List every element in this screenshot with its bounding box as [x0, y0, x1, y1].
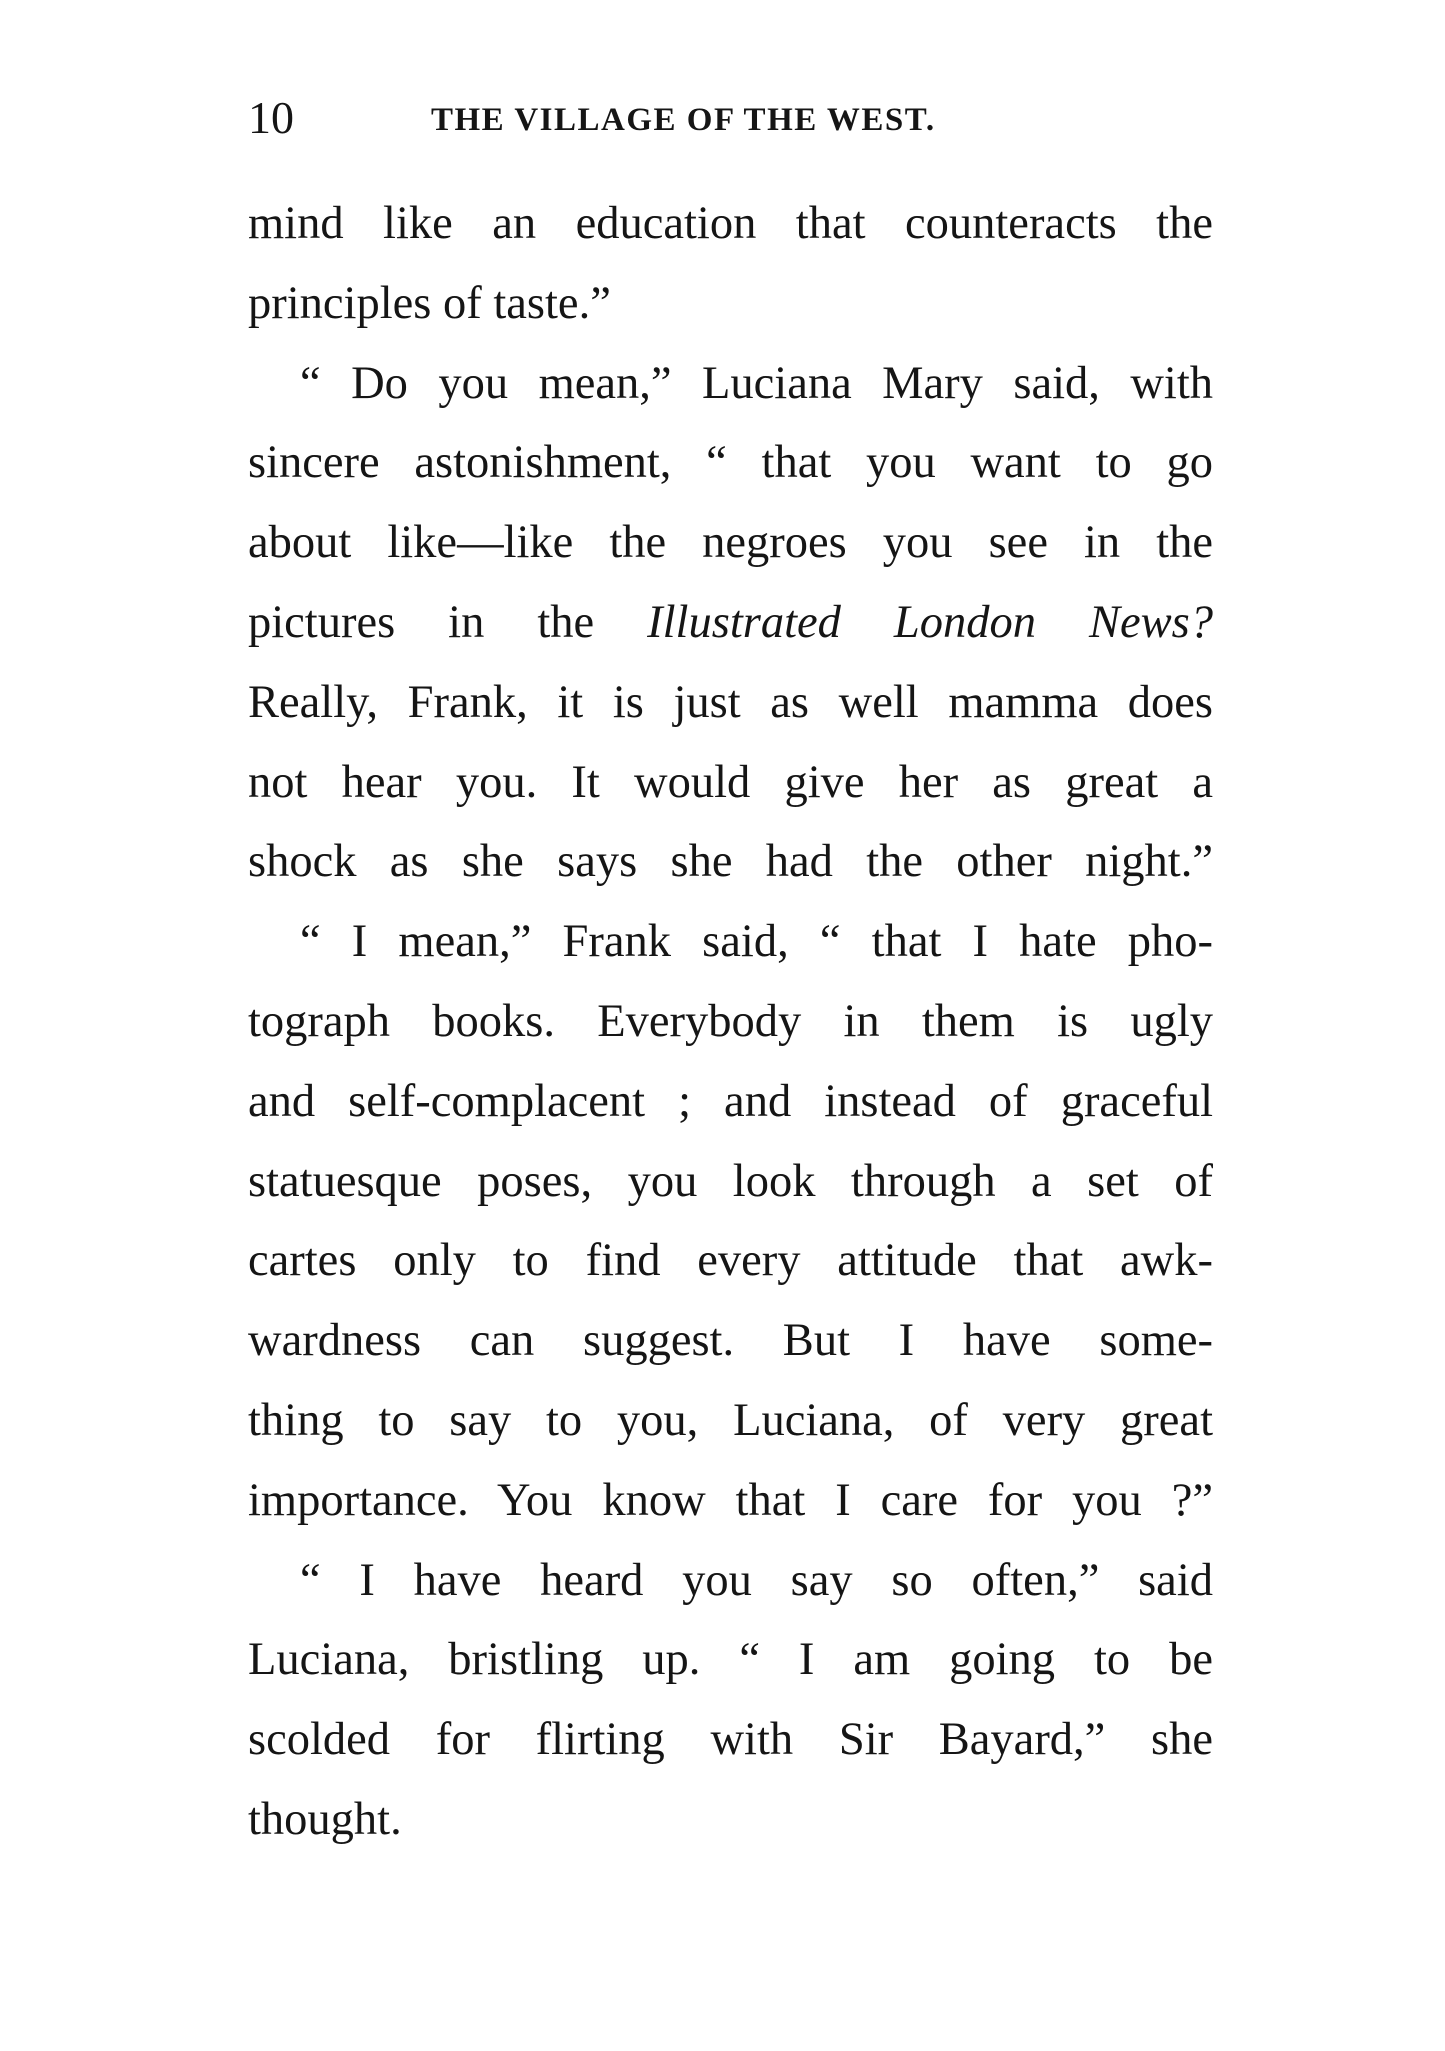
text-fragment: pictures in the	[248, 596, 595, 648]
text-line: scolded for flirting with Sir Bayard,” she	[248, 1714, 1213, 1766]
text-line: cartes only to find every attitude that awk-	[248, 1235, 1213, 1287]
text-line: not hear you. It would give her as great a	[248, 756, 1213, 808]
text-line	[248, 583, 1213, 663]
running-head	[248, 88, 1248, 148]
italic-title: Illustrated London News?	[647, 596, 1213, 648]
text-line: sincere astonishment, “ that you want to go	[248, 437, 1213, 489]
text-line: “ I mean,” Frank said, “ that I hate pho-	[300, 916, 1213, 968]
text-line: importance. You know that I care for you ?”	[248, 1474, 1213, 1526]
text-line: principles of taste.”	[248, 277, 611, 329]
text-line: Really, Frank, it is just as well mamma does	[248, 676, 1213, 728]
text-line: and self-complacent ; and instead of graceful	[248, 1075, 1213, 1127]
text-line: “ I have heard you say so often,” said	[300, 1554, 1213, 1606]
text-line: mind like an education that counteracts the	[248, 198, 1213, 249]
text-line: “ Do you mean,” Luciana Mary said, with	[300, 357, 1213, 409]
running-title: THE VILLAGE OF THE WEST.	[431, 102, 936, 138]
text-line: thing to say to you, Luciana, of very great	[248, 1394, 1213, 1446]
text-line: thought.	[248, 1793, 402, 1845]
body-text	[248, 184, 1213, 1860]
text-line: wardness can suggest. But I have some-	[248, 1315, 1213, 1367]
text-line: tograph books. Everybody in them is ugly	[248, 995, 1213, 1047]
page-number: 10	[248, 92, 294, 143]
text-line: about like—like the negroes you see in the	[248, 517, 1213, 569]
text-line: shock as she says she had the other night.”	[248, 836, 1213, 888]
text-line: statuesque poses, you look through a set of	[248, 1155, 1213, 1207]
text-line: Luciana, bristling up. “ I am going to be	[248, 1634, 1213, 1686]
